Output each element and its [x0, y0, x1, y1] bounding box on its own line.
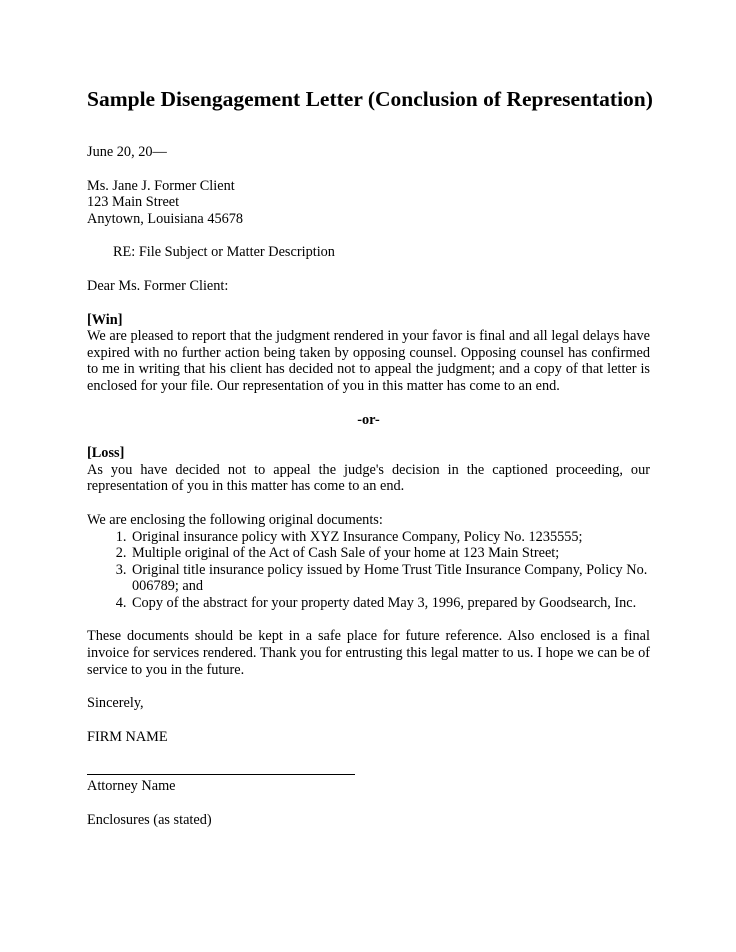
win-label: [Win] [87, 311, 123, 328]
enclosures-note: Enclosures (as stated) [87, 812, 212, 829]
firm-name: FIRM NAME [87, 728, 168, 745]
win-paragraph: We are pleased to report that the judgment rendered in your favor is final and all legal delays have expired with no further action being taken by opposing counsel. Opposing counsel has confirmed to me in writing that his client has decided not to appeal the judgment; and a copy of that letter is enclosed for your file. Our representation of you in this matter has come to an end. [87, 328, 650, 394]
signature-line [87, 774, 355, 775]
enclosing-intro: We are enclosing the following original documents: [87, 511, 383, 528]
loss-section [87, 445, 650, 495]
attorney-name: Attorney Name [87, 778, 176, 795]
recipient-city-state-zip: Anytown, Louisiana 45678 [87, 210, 244, 227]
loss-paragraph: As you have decided not to appeal the judge's decision in the captioned proceeding, our representation of you in this matter has come to an end. [87, 461, 650, 495]
win-section [87, 312, 650, 395]
documents-list [87, 529, 650, 612]
letter-page [87, 86, 653, 829]
recipient-name: Ms. Jane J. Former Client [87, 177, 235, 194]
list-item: 1. Original insurance policy with XYZ Insurance Company, Policy No. 1235555; [130, 529, 650, 546]
loss-label: [Loss] [87, 445, 125, 462]
letter-date: June 20, 20— [87, 144, 167, 160]
sign-off: Sincerely, [87, 695, 144, 712]
list-item: 2. Multiple original of the Act of Cash Sale of your home at 123 Main Street; [130, 545, 650, 562]
list-item: 4. Copy of the abstract for your property dated May 3, 1996, prepared by Goodsearch, Inc. [130, 595, 650, 612]
closing-paragraph: These documents should be kept in a safe place for future reference. Also enclosed is a final invoice for services rendered. Thank you for entrusting this legal matter to us. I hope we can be of service to you in the future. [87, 628, 650, 678]
salutation: Dear Ms. Former Client: [87, 277, 229, 294]
letter-title: Sample Disengagement Letter (Conclusion of Representation) [87, 87, 653, 111]
or-separator: -or- [357, 411, 380, 428]
recipient-street: 123 Main Street [87, 194, 180, 211]
recipient-address [87, 178, 650, 228]
re-line: RE: File Subject or Matter Description [113, 244, 335, 261]
list-item: 3. Original title insurance policy issued by Home Trust Title Insurance Company, Policy No. 006789; and [130, 562, 650, 595]
